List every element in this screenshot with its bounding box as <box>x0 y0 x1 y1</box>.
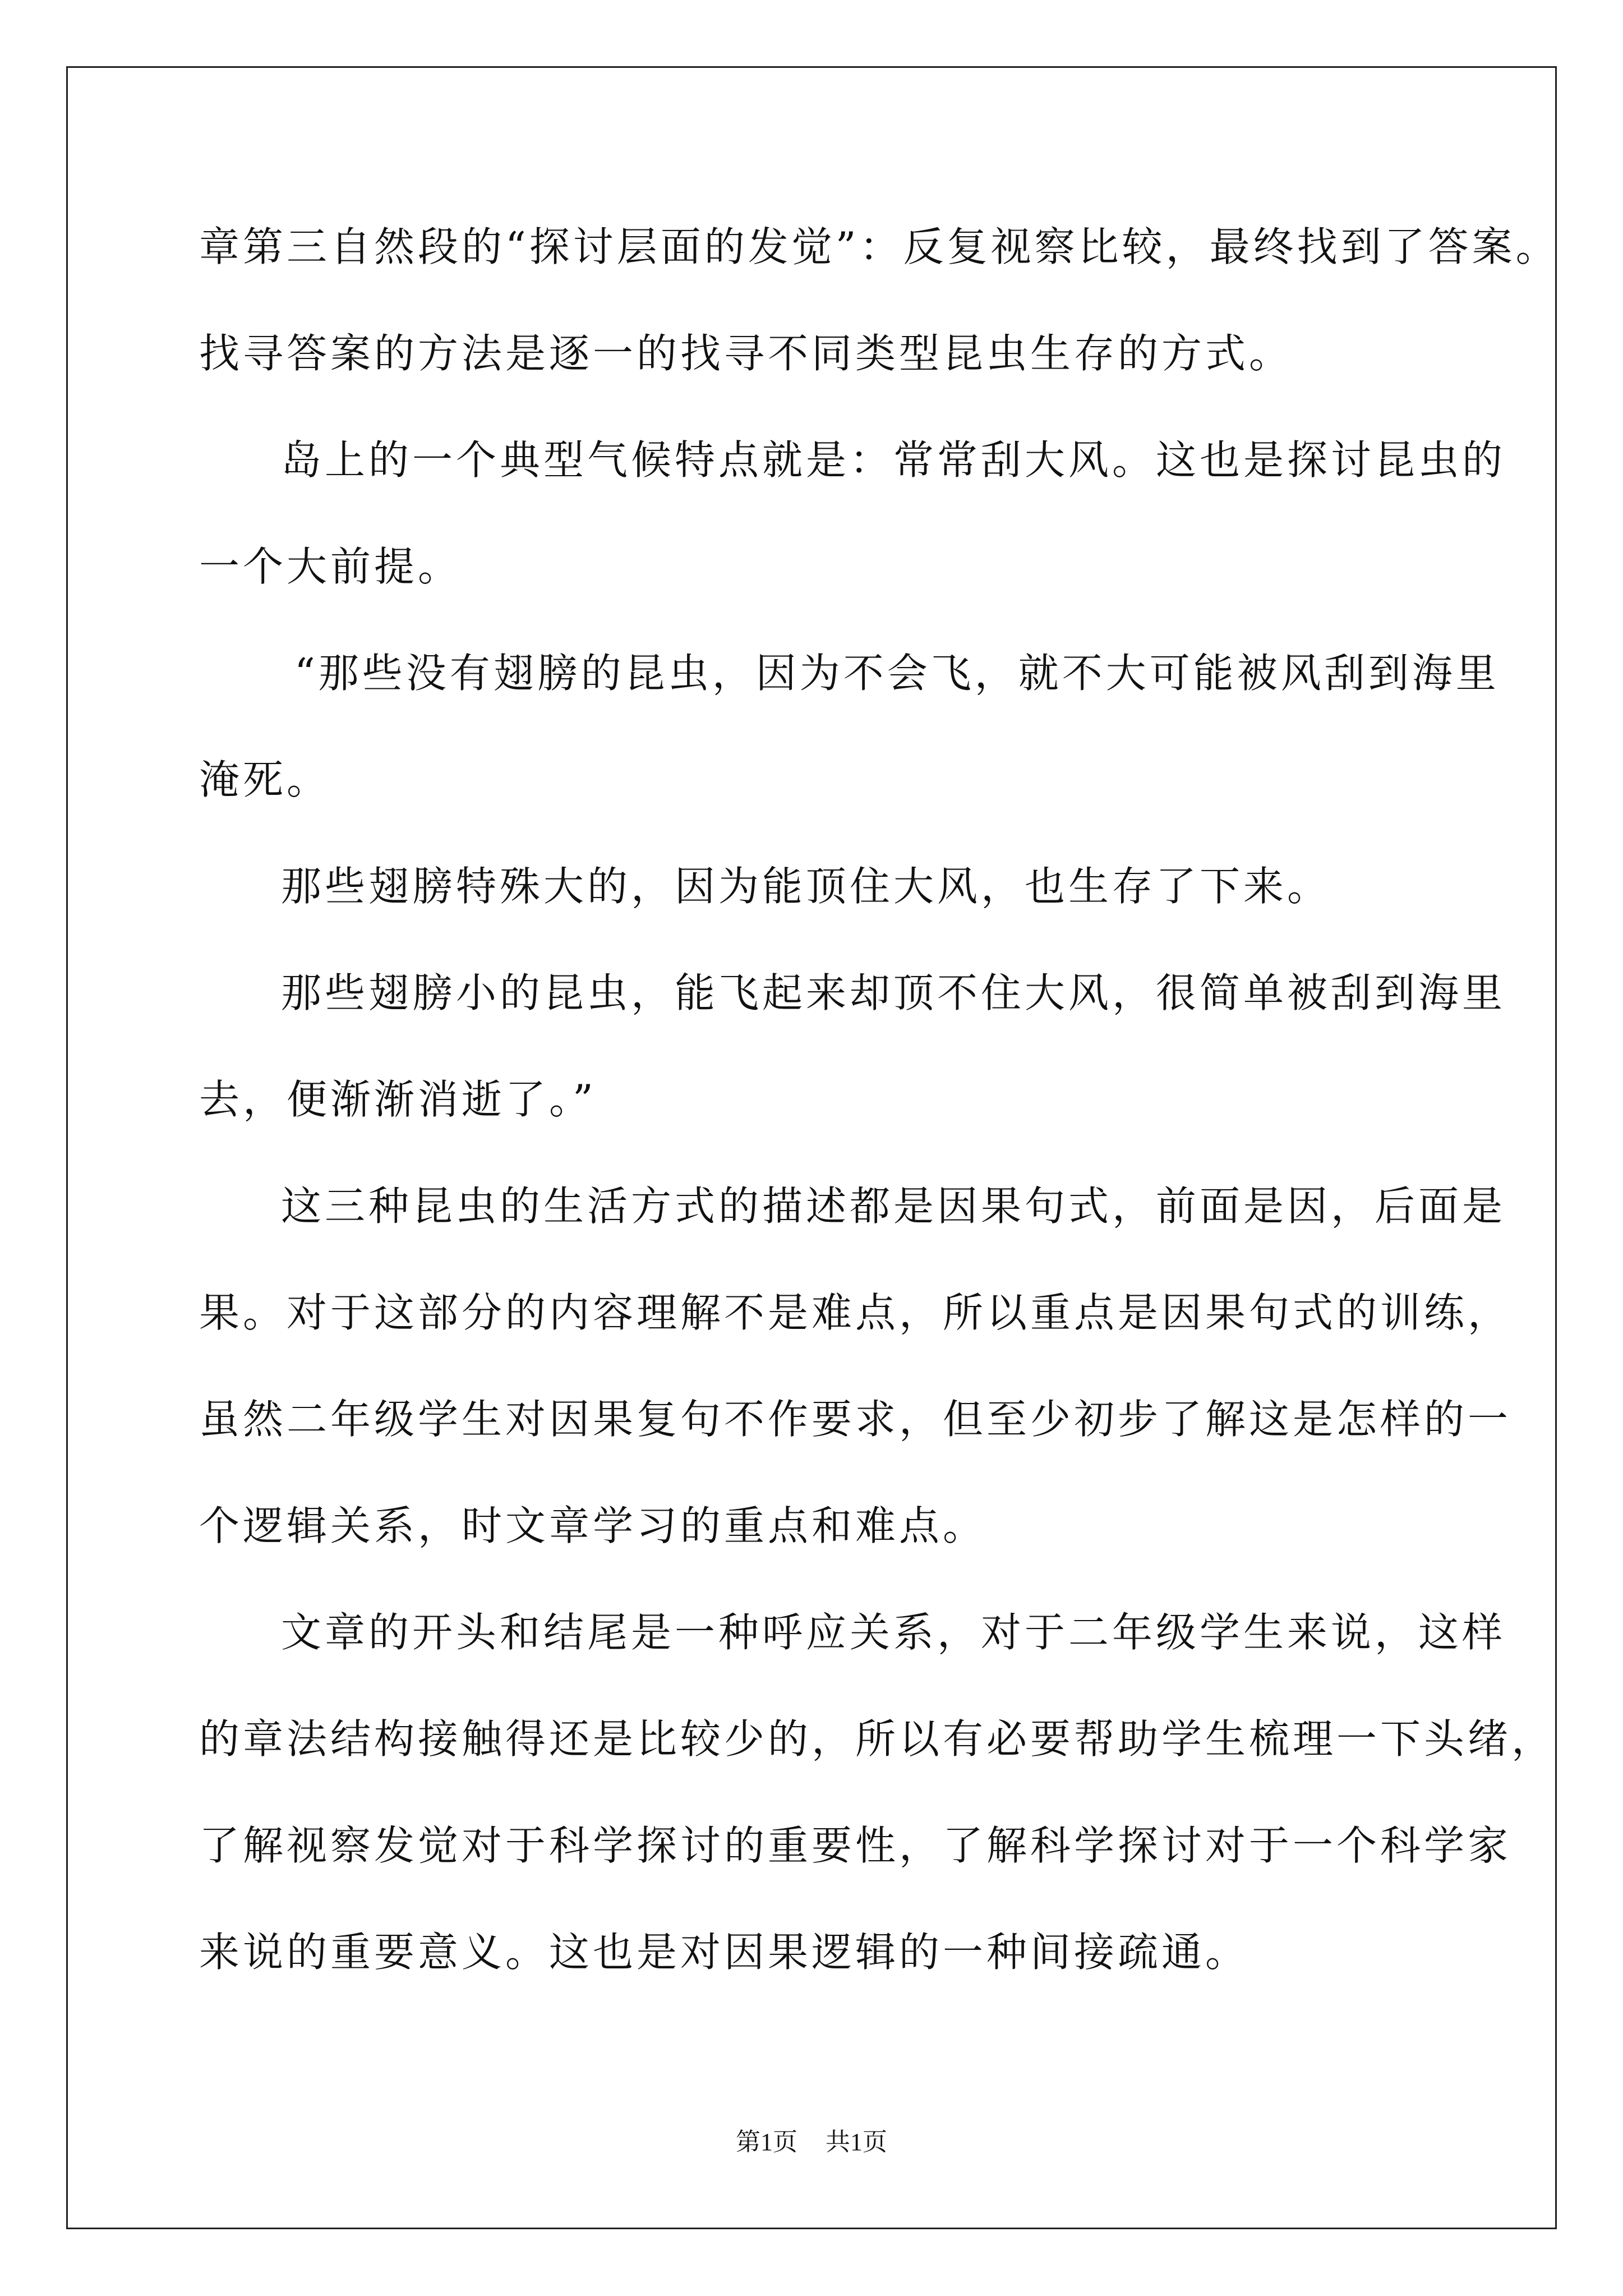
text-line: 的章法结构接触得还是比较少的，所以有必要帮助学生梳理一下头绪， <box>199 1715 1556 1763</box>
text-line: 虽然二年级学生对因果复句不作要求，但至少初步了解这是怎样的一 <box>199 1396 1512 1443</box>
text-line: 那些翅膀小的昆虫，能飞起来却顶不住大风，很简单被刮到海里 <box>281 969 1506 1016</box>
text-line: 个逻辑关系，时文章学习的重点和难点。 <box>199 1502 987 1549</box>
text-line: 岛上的一个典型气候特点就是：常常刮大风。这也是探讨昆虫的 <box>281 436 1506 484</box>
page-number: 第1页 <box>736 2128 797 2156</box>
text-line: 果。对于这部分的内容理解不是难点，所以重点是因果句式的训练， <box>199 1289 1512 1336</box>
document-body <box>199 194 1560 2005</box>
text-line: 一个大前提。 <box>199 543 462 590</box>
text-line: 去，便渐渐消逝了。” <box>199 1076 597 1123</box>
text-line: 了解视察发觉对于科学探讨的重要性，了解科学探讨对于一个科学家 <box>199 1822 1512 1869</box>
text-line: 章第三自然段的“探讨层面的发觉”：反复视察比较，最终找到了答案。 <box>199 223 1560 270</box>
text-line: 文章的开头和结尾是一种呼应关系，对于二年级学生来说，这样 <box>281 1609 1506 1656</box>
text-line: 这三种昆虫的生活方式的描述都是因果句式，前面是因，后面是 <box>281 1182 1506 1230</box>
text-line: 那些翅膀特殊大的，因为能顶住大风，也生存了下来。 <box>281 863 1331 910</box>
text-line: 来说的重要意义。这也是对因果逻辑的一种间接疏通。 <box>199 1929 1249 1976</box>
page-total: 共1页 <box>826 2128 887 2156</box>
page-footer <box>0 2122 1623 2157</box>
text-line: “那些没有翅膀的昆虫，因为不会飞，就不大可能被风刮到海里 <box>294 650 1500 697</box>
text-line: 找寻答案的方法是逐一的找寻不同类型昆虫生存的方式。 <box>199 330 1293 377</box>
text-line: 淹死。 <box>199 756 331 803</box>
